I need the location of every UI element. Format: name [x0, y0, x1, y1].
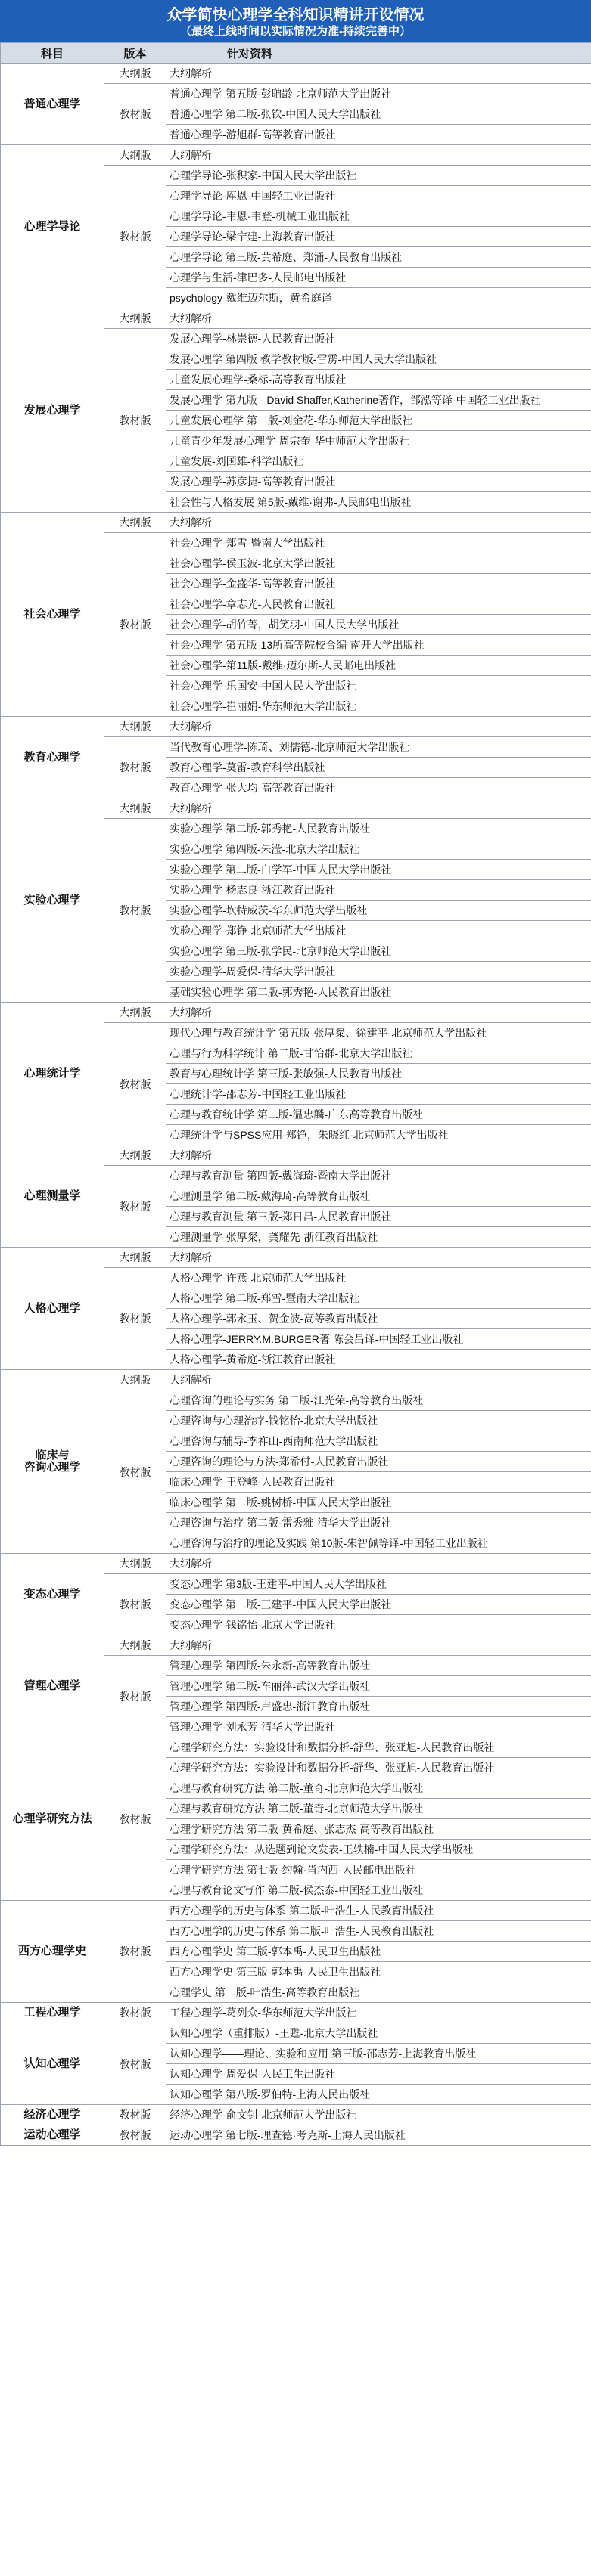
material-cell: 社会心理学-金盛华-高等教育出版社	[166, 574, 591, 594]
version-cell: 教材版	[104, 1656, 166, 1737]
material-cell: 心理咨询的理论与方法-郑希付-人民教育出版社	[166, 1452, 591, 1472]
table-row	[1, 717, 591, 737]
table-row	[1, 1554, 591, 1574]
version-cell: 教材版	[104, 166, 166, 308]
material-cell: 大纲解析	[166, 798, 591, 819]
material-cell: 管理心理学 第四版-朱永新-高等教育出版社	[166, 1656, 591, 1676]
table-body	[1, 64, 591, 2146]
subject-cell: 教育心理学	[1, 717, 104, 798]
material-cell: 变态心理学 第3版-王建平-中国人民大学出版社	[166, 1574, 591, 1595]
material-cell: 大纲解析	[166, 64, 591, 84]
material-cell: 西方心理学史 第三版-郭本禹-人民卫生出版社	[166, 1942, 591, 1962]
header-version: 版本	[104, 43, 166, 64]
material-cell: 大纲解析	[166, 1145, 591, 1166]
material-cell: 心理学研究方法：实验设计和数据分析-舒华、张亚旭-人民教育出版社	[166, 1737, 591, 1758]
material-cell: 实验心理学-杨志良-浙江教育出版社	[166, 880, 591, 901]
material-cell: 心理测量学-张厚粲，龚耀先-浙江教育出版社	[166, 1227, 591, 1248]
material-cell: 社会心理学-胡竹菁，胡笑羽-中国人民大学出版社	[166, 615, 591, 635]
material-cell: 临床心理学-王登峰-人民教育出版社	[166, 1472, 591, 1493]
table-row	[1, 308, 591, 329]
material-cell: 管理心理学 第二版-车丽萍-武汉大学出版社	[166, 1676, 591, 1697]
version-cell: 大纲版	[104, 717, 166, 737]
version-cell: 大纲版	[104, 145, 166, 166]
version-cell: 大纲版	[104, 513, 166, 533]
material-cell: 大纲解析	[166, 1370, 591, 1390]
version-cell: 教材版	[104, 533, 166, 717]
document-title: 众学简快心理学全科知识精讲开设情况	[166, 7, 425, 23]
subject-cell: 管理心理学	[1, 1635, 104, 1737]
material-cell: 心理学与生活-津巴多-人民邮电出版社	[166, 268, 591, 288]
version-cell: 教材版	[104, 329, 166, 513]
material-cell: 社会心理学-乐国安-中国人民大学出版社	[166, 676, 591, 696]
table-row	[1, 513, 591, 533]
material-cell: 社会心理学-章志光-人民教育出版社	[166, 594, 591, 615]
material-cell: 大纲解析	[166, 1554, 591, 1574]
subject-cell: 经济心理学	[1, 2105, 104, 2125]
material-cell: 运动心理学 第七版-理查德·考克斯-上海人民出版社	[166, 2125, 591, 2146]
version-cell: 教材版	[104, 1268, 166, 1370]
material-cell: 人格心理学 第二版-郑雪-暨南大学出版社	[166, 1288, 591, 1309]
material-cell: 社会心理学-郑雪-暨南大学出版社	[166, 533, 591, 553]
subject-cell: 发展心理学	[1, 308, 104, 513]
version-cell: 大纲版	[104, 64, 166, 84]
material-cell: 认知心理学-周爱保-人民卫生出版社	[166, 2064, 591, 2085]
material-cell: 心理与教育测量 第四版-戴海琦-暨南大学出版社	[166, 1166, 591, 1186]
subject-cell: 工程心理学	[1, 2003, 104, 2023]
version-cell: 教材版	[104, 1901, 166, 2003]
version-cell: 大纲版	[104, 1248, 166, 1268]
material-cell: 人格心理学-黄希庭-浙江教育出版社	[166, 1350, 591, 1370]
material-cell: 心理学研究方法 第七版-约翰·肖内西-人民邮电出版社	[166, 1860, 591, 1880]
material-cell: 人格心理学-JERRY.M.BURGER著 陈会昌译-中国轻工业出版社	[166, 1329, 591, 1350]
material-cell: 实验心理学 第四版-朱滢-北京大学出版社	[166, 839, 591, 860]
material-cell: 变态心理学-钱铭怡-北京大学出版社	[166, 1615, 591, 1635]
version-cell: 大纲版	[104, 1145, 166, 1166]
material-cell: 当代教育心理学-陈琦、刘儒德-北京师范大学出版社	[166, 737, 591, 758]
subject-cell: 社会心理学	[1, 513, 104, 717]
material-cell: 心理咨询与治疗的理论及实践 第10版-朱智佩等译-中国轻工业出版社	[166, 1533, 591, 1554]
subject-cell: 人格心理学	[1, 1248, 104, 1370]
version-cell: 教材版	[104, 1574, 166, 1635]
material-cell: 社会心理学 第五版-13所高等院校合编-南开大学出版社	[166, 635, 591, 656]
material-cell: 心理统计学与SPSS应用-郑铮，朱晓红-北京师范大学出版社	[166, 1125, 591, 1145]
material-cell: 心理学导论 第三版-黄希庭、郑涌-人民教育出版社	[166, 247, 591, 268]
material-cell: 管理心理学-刘永芳-清华大学出版社	[166, 1717, 591, 1737]
table-row	[1, 2125, 591, 2146]
material-cell: 心理学导论-梁宁建-上海教育出版社	[166, 227, 591, 247]
subject-cell: 运动心理学	[1, 2125, 104, 2146]
material-cell: 大纲解析	[166, 145, 591, 166]
version-cell: 教材版	[104, 1023, 166, 1145]
material-cell: 实验心理学-郑铮-北京师范大学出版社	[166, 921, 591, 941]
version-cell: 大纲版	[104, 1554, 166, 1574]
material-cell: 教育与心理统计学 第三版-张敏强-人民教育出版社	[166, 1064, 591, 1084]
document-subtitle: （最终上线时间以实际情况为准-持续完善中）	[180, 25, 411, 38]
table-row	[1, 1003, 591, 1023]
material-cell: 西方心理学的历史与体系 第二版-叶浩生-人民教育出版社	[166, 1901, 591, 1921]
material-cell: 基础实验心理学 第二版-郭秀艳-人民教育出版社	[166, 982, 591, 1003]
material-cell: 普通心理学-游旭群-高等教育出版社	[166, 125, 591, 145]
material-cell: 临床心理学 第二版-姚树桥-中国人民大学出版社	[166, 1493, 591, 1513]
material-cell: 大纲解析	[166, 1248, 591, 1268]
material-cell: 大纲解析	[166, 1635, 591, 1656]
version-cell: 教材版	[104, 2125, 166, 2146]
table-row	[1, 2003, 591, 2023]
version-cell: 大纲版	[104, 308, 166, 329]
course-table	[0, 42, 591, 2146]
material-cell: 发展心理学 第九版 - David Shaffer,Katherine著作，邹泓等译-中国轻工业出版社	[166, 390, 591, 411]
material-cell: 西方心理学的历史与体系 第二版-叶浩生-人民教育出版社	[166, 1921, 591, 1942]
version-cell: 教材版	[104, 1166, 166, 1248]
material-cell: 心理与教育测量 第三版-郑日昌-人民教育出版社	[166, 1207, 591, 1227]
material-cell: 心理咨询与心理治疗-钱铭怡-北京大学出版社	[166, 1411, 591, 1431]
material-cell: 社会心理学-侯玉波-北京大学出版社	[166, 553, 591, 574]
version-cell: 教材版	[104, 737, 166, 798]
material-cell: 工程心理学-葛列众-华东师范大学出版社	[166, 2003, 591, 2023]
material-cell: 大纲解析	[166, 513, 591, 533]
material-cell: 社会心理学-第11版-戴维·迈尔斯-人民邮电出版社	[166, 656, 591, 676]
material-cell: 心理学史 第二版-叶浩生-高等教育出版社	[166, 1982, 591, 2003]
material-cell: 教育心理学-莫雷-教育科学出版社	[166, 758, 591, 778]
material-cell: 发展心理学 第四版 教学教材版-雷雳-中国人民大学出版社	[166, 349, 591, 370]
table-row	[1, 1635, 591, 1656]
table-row	[1, 64, 591, 84]
material-cell: 社会心理学-崔丽娟-华东师范大学出版社	[166, 696, 591, 717]
version-cell: 教材版	[104, 1390, 166, 1554]
subject-cell: 心理测量学	[1, 1145, 104, 1248]
material-cell: 心理与教育研究方法 第二版-董奇-北京师范大学出版社	[166, 1799, 591, 1819]
version-cell: 教材版	[104, 84, 166, 145]
material-cell: 儿童发展-刘国雄-科学出版社	[166, 451, 591, 472]
material-cell: 心理咨询与治疗 第二版-雷秀雅-清华大学出版社	[166, 1513, 591, 1533]
table-row	[1, 1248, 591, 1268]
material-cell: 经济心理学-俞文钊-北京师范大学出版社	[166, 2105, 591, 2125]
subject-cell: 心理学导论	[1, 145, 104, 308]
material-cell: 现代心理与教育统计学 第五版-张厚粲、徐建平-北京师范大学出版社	[166, 1023, 591, 1043]
material-cell: 心理与教育论文写作 第二版-侯杰泰-中国轻工业出版社	[166, 1880, 591, 1901]
table-row	[1, 145, 591, 166]
table-row	[1, 2023, 591, 2044]
material-cell: 认知心理学（重排版）-王甦-北京大学出版社	[166, 2023, 591, 2044]
material-cell: 实验心理学 第二版-郭秀艳-人民教育出版社	[166, 819, 591, 839]
material-cell: 发展心理学-林崇德-人民教育出版社	[166, 329, 591, 349]
document-header	[0, 0, 591, 42]
subject-cell: 认知心理学	[1, 2023, 104, 2105]
version-cell: 教材版	[104, 2003, 166, 2023]
table-header	[1, 43, 591, 64]
material-cell: 认知心理学 第八版-罗伯特-上海人民出版社	[166, 2085, 591, 2105]
material-cell: 实验心理学 第三版-张学民-北京师范大学出版社	[166, 941, 591, 962]
version-cell: 大纲版	[104, 798, 166, 819]
subject-cell: 西方心理学史	[1, 1901, 104, 2003]
table-row	[1, 2105, 591, 2125]
version-cell: 大纲版	[104, 1003, 166, 1023]
material-cell: 发展心理学-苏彦捷-高等教育出版社	[166, 472, 591, 492]
subject-cell: 心理统计学	[1, 1003, 104, 1145]
version-cell: 教材版	[104, 2105, 166, 2125]
table-row	[1, 1901, 591, 1921]
material-cell: 心理测量学 第二版-戴海琦-高等教育出版社	[166, 1186, 591, 1207]
material-cell: 变态心理学 第二版-王建平-中国人民大学出版社	[166, 1595, 591, 1615]
material-cell: 心理咨询的理论与实务 第二版-江光荣-高等教育出版社	[166, 1390, 591, 1411]
material-cell: 大纲解析	[166, 717, 591, 737]
subject-cell: 临床与 咨询心理学	[1, 1370, 104, 1554]
table-row	[1, 1737, 591, 1758]
material-cell: psychology-戴维迈尔斯，黄希庭译	[166, 288, 591, 308]
material-cell: 实验心理学 第二版-白学军-中国人民大学出版社	[166, 860, 591, 880]
material-cell: 社会性与人格发展 第5版-戴维·谢弗-人民邮电出版社	[166, 492, 591, 513]
material-cell: 儿童发展心理学-桑标-高等教育出版社	[166, 370, 591, 390]
material-cell: 心理学导论-库恩-中国轻工业出版社	[166, 186, 591, 206]
subject-cell: 变态心理学	[1, 1554, 104, 1635]
subject-cell: 心理学研究方法	[1, 1737, 104, 1901]
material-cell: 心理学研究方法：从选题到论文发表-王轶楠-中国人民大学出版社	[166, 1840, 591, 1860]
material-cell: 心理咨询与辅导-李祚山-西南师范大学出版社	[166, 1431, 591, 1452]
version-cell: 教材版	[104, 819, 166, 1003]
version-cell: 大纲版	[104, 1370, 166, 1390]
table-row	[1, 1145, 591, 1166]
material-cell: 心理统计学-邵志芳-中国轻工业出版社	[166, 1084, 591, 1105]
material-cell: 实验心理学-坎特威茨-华东师范大学出版社	[166, 901, 591, 921]
version-cell: 大纲版	[104, 1635, 166, 1656]
material-cell: 人格心理学-许燕-北京师范大学出版社	[166, 1268, 591, 1288]
header-materials: 针对资料	[166, 43, 591, 64]
material-cell: 心理与教育统计学 第二版-温忠麟-广东高等教育出版社	[166, 1105, 591, 1125]
material-cell: 大纲解析	[166, 308, 591, 329]
material-cell: 心理学导论-张积家-中国人民大学出版社	[166, 166, 591, 186]
material-cell: 心理学研究方法 第二版-黄希庭、张志杰-高等教育出版社	[166, 1819, 591, 1840]
material-cell: 认知心理学——理论、实验和应用 第三版-邵志芳-上海教育出版社	[166, 2044, 591, 2064]
material-cell: 实验心理学-周爱保-清华大学出版社	[166, 962, 591, 982]
table-row	[1, 798, 591, 819]
version-cell: 教材版	[104, 2023, 166, 2105]
material-cell: 管理心理学 第四版-卢盛忠-浙江教育出版社	[166, 1697, 591, 1717]
subject-cell: 实验心理学	[1, 798, 104, 1003]
material-cell: 大纲解析	[166, 1003, 591, 1023]
header-subject: 科目	[1, 43, 104, 64]
material-cell: 普通心理学 第二版-张钦-中国人民大学出版社	[166, 104, 591, 125]
subject-cell: 普通心理学	[1, 64, 104, 145]
version-cell: 教材版	[104, 1737, 166, 1901]
material-cell: 西方心理学史 第三版-郭本禹-人民卫生出版社	[166, 1962, 591, 1982]
material-cell: 人格心理学-郭永玉、贺金波-高等教育出版社	[166, 1309, 591, 1329]
material-cell: 普通心理学 第五版-彭聃龄-北京师范大学出版社	[166, 84, 591, 104]
material-cell: 儿童青少年发展心理学-周宗奎-华中师范大学出版社	[166, 431, 591, 451]
material-cell: 心理学导论-韦恩·韦登-机械工业出版社	[166, 206, 591, 227]
material-cell: 心理学研究方法：实验设计和数据分析-舒华、张亚旭-人民教育出版社	[166, 1758, 591, 1778]
material-cell: 心理与教育研究方法 第二版-董奇-北京师范大学出版社	[166, 1778, 591, 1799]
material-cell: 心理与行为科学统计 第二版-甘怡群-北京大学出版社	[166, 1043, 591, 1064]
material-cell: 儿童发展心理学 第二版-刘金花-华东师范大学出版社	[166, 411, 591, 431]
material-cell: 教育心理学-张大均-高等教育出版社	[166, 778, 591, 798]
table-row	[1, 1370, 591, 1390]
